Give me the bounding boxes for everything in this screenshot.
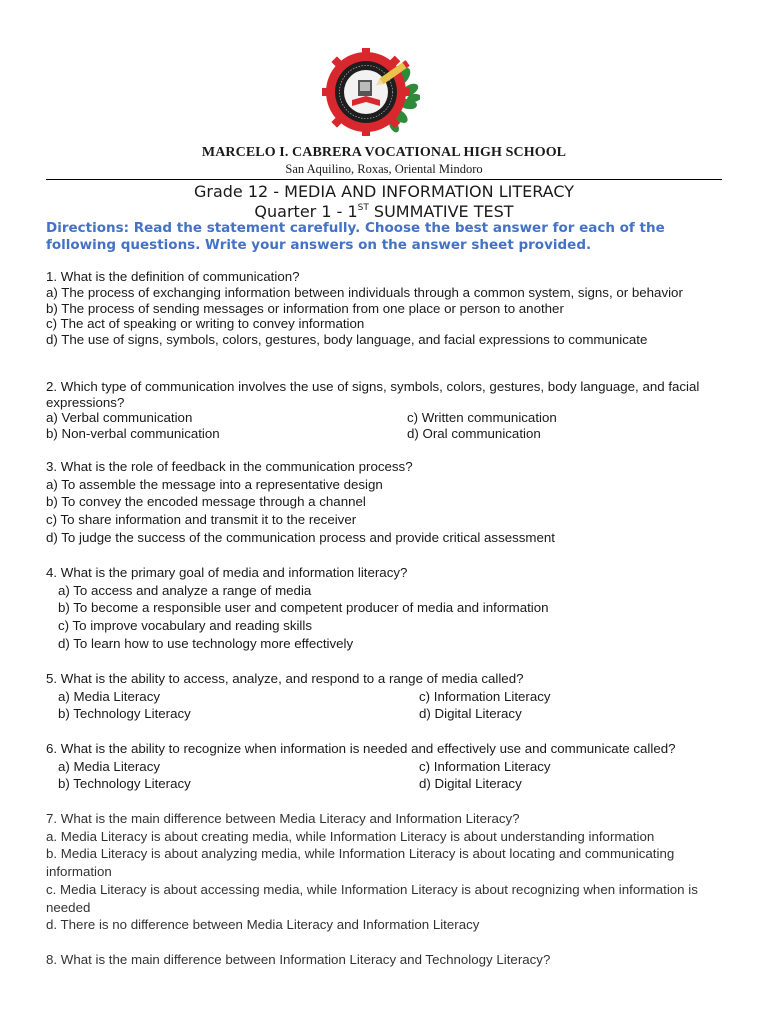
option-c: c) To share information and transmit it to the receiver <box>46 512 357 528</box>
question-5 <box>46 670 736 723</box>
option-a: a) To assemble the message into a representative design <box>46 476 383 492</box>
option-d: d) Digital Literacy <box>419 706 522 722</box>
option-a: a. Media Literacy is about creating media, while Information Literacy is about understanding information <box>46 828 655 844</box>
question-stem: 6. What is the ability to recognize when information is needed and effectively use and communicate called? <box>46 741 676 756</box>
subtitle-suffix: SUMMATIVE TEST <box>368 202 514 221</box>
option-c: c) Written communication <box>407 410 557 425</box>
subtitle-prefix: Quarter 1 - 1 <box>254 202 358 221</box>
option-d: d) Oral communication <box>407 425 541 441</box>
option-d: d) To learn how to use technology more effectively <box>58 635 354 651</box>
option-c: c) To improve vocabulary and reading skills <box>58 618 312 634</box>
option-row <box>46 758 736 776</box>
question-stem: 7. What is the main difference between Media Literacy and Information Literacy? <box>46 811 520 826</box>
option-a: a) Media Literacy <box>58 688 160 704</box>
question-1 <box>46 269 736 348</box>
question-8 <box>46 951 736 969</box>
option-b: b) Technology Literacy <box>58 706 191 722</box>
option-row <box>46 705 736 723</box>
option-d: d) To judge the success of the communication process and provide critical assessment <box>46 529 555 545</box>
option-a: a) To access and analyze a range of media <box>58 582 312 598</box>
option-b: b) Technology Literacy <box>58 776 191 792</box>
school-seal-icon <box>320 46 420 138</box>
option-d: d) The use of signs, symbols, colors, gestures, body language, and facial expressions to communicate <box>46 332 648 348</box>
question-6 <box>46 740 736 793</box>
question-stem: 1. What is the definition of communication? <box>46 269 300 284</box>
directions: Directions: Read the statement carefully. Choose the best answer for each of the following questions. Write your answers on the answer sheet provided. <box>46 220 665 253</box>
option-b: b. Media Literacy is about analyzing media, while Information Literacy is about locating and communicating information <box>46 846 675 880</box>
question-7 <box>46 810 736 934</box>
question-stem: 5. What is the ability to access, analyze, and respond to a range of media called? <box>46 671 524 686</box>
question-2 <box>46 379 736 441</box>
question-stem: 3. What is the role of feedback in the communication process? <box>46 459 413 474</box>
option-b: b) To become a responsible user and competent producer of media and information <box>58 600 549 616</box>
question-stem: 4. What is the primary goal of media and information literacy? <box>46 565 408 580</box>
option-c: c) Information Literacy <box>419 758 551 774</box>
question-stem: 2. Which type of communication involves the use of signs, symbols, colors, gestures, body language, and facial expressions? <box>46 379 700 410</box>
option-row <box>46 688 736 706</box>
school-address: San Aquilino, Roxas, Oriental Mindoro <box>285 162 483 176</box>
option-d: d. There is no difference between Media Literacy and Information Literacy <box>46 917 480 933</box>
option-a: a) Verbal communication <box>46 410 193 425</box>
option-b: b) Non-verbal communication <box>46 425 220 441</box>
option-c: c) The act of speaking or writing to convey information <box>46 316 365 332</box>
option-row <box>46 410 736 426</box>
school-name: MARCELO I. CABRERA VOCATIONAL HIGH SCHOOL <box>201 145 567 160</box>
header-divider <box>46 179 722 180</box>
question-4 <box>46 564 736 653</box>
option-a: a) The process of exchanging information between individuals through a common system, signs, or behavior <box>46 284 683 300</box>
test-title: Grade 12 - MEDIA AND INFORMATION LITERACY <box>193 182 575 201</box>
option-c: c. Media Literacy is about accessing media, while Information Literacy is about recognizing when information is needed <box>46 881 698 915</box>
option-row <box>46 775 736 793</box>
option-row <box>46 426 736 442</box>
test-subtitle <box>0 202 768 221</box>
option-b: b) The process of sending messages or information from one place or person to another <box>46 300 564 316</box>
question-3 <box>46 458 736 547</box>
option-a: a) Media Literacy <box>58 758 160 774</box>
question-stem: 8. What is the main difference between Information Literacy and Technology Literacy? <box>46 952 551 967</box>
option-d: d) Digital Literacy <box>419 776 522 792</box>
option-c: c) Information Literacy <box>419 688 551 704</box>
subtitle-superscript: ST <box>357 203 369 213</box>
option-b: b) To convey the encoded message through a channel <box>46 494 366 510</box>
